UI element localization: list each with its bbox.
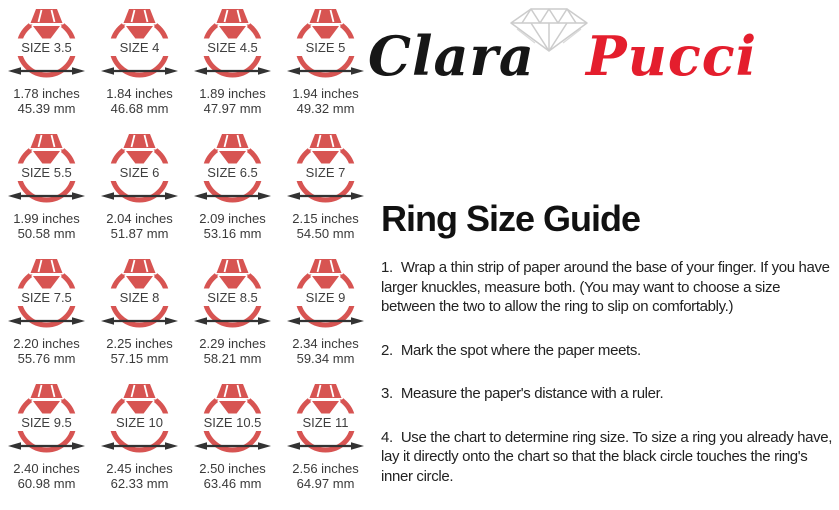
ring-size-label: SIZE 4.5 [207,40,258,55]
measurement-inches: 2.04 inches [106,211,173,226]
measurement-mm: 51.87 mm [110,225,169,241]
instruction-step [381,258,837,317]
measurement-inches: 1.84 inches [106,86,173,101]
ring-size-label: SIZE 10.5 [203,415,262,430]
ring-size-cell [93,130,186,255]
instruction-step [381,341,837,361]
ring-size-label: SIZE 7 [305,165,346,180]
ring-size-label: SIZE 8 [119,290,160,305]
instruction-step [381,428,837,487]
measurement-text [106,87,173,116]
ring-icon [279,5,372,85]
measurement-mm: 46.68 mm [110,100,169,116]
measurement-text [292,212,359,241]
brand-name-clara: Clara [368,24,535,88]
measurement-inches: 2.34 inches [292,336,359,351]
instruction-step [381,384,837,404]
measurement-mm: 53.16 mm [203,225,262,241]
ring-size-cell [0,5,93,130]
measurement-text [292,87,359,116]
measurement-text [199,337,266,366]
ring-icon [186,255,279,335]
step-text: Wrap a thin strip of paper around the base of your finger. If you have larger knuckles, measure both. (You may want to choose a size between the two to allow the ring to slip on comfortably.) [381,259,830,315]
measurement-mm: 54.50 mm [296,225,355,241]
ring-size-label: SIZE 9.5 [21,415,72,430]
ring-size-cell [186,255,279,380]
measurement-text [13,462,80,491]
ring-icon [93,5,186,85]
measurement-inches: 1.78 inches [13,86,80,101]
ring-icon [279,255,372,335]
measurement-mm: 62.33 mm [110,475,169,491]
ring-icon [93,380,186,460]
right-panel [368,0,837,510]
ring-size-label: SIZE 6 [119,165,160,180]
ring-icon [93,255,186,335]
measurement-inches: 1.89 inches [199,86,266,101]
measurement-mm: 55.76 mm [17,350,76,366]
ring-size-label: SIZE 6.5 [207,165,258,180]
ring-icon [186,5,279,85]
ring-size-grid [0,5,372,505]
ring-size-label: SIZE 7.5 [21,290,72,305]
ring-size-label: SIZE 10 [116,415,163,430]
step-number: 4. [381,428,393,446]
measurement-inches: 2.20 inches [13,336,80,351]
measurement-mm: 60.98 mm [17,475,76,491]
ring-icon [0,130,93,210]
brand-name-pucci: Pucci [586,24,758,88]
ring-size-cell [279,130,372,255]
measurement-text [13,87,80,116]
ring-icon [93,130,186,210]
measurement-text [199,462,266,491]
measurement-inches: 1.94 inches [292,86,359,101]
ring-size-cell [186,130,279,255]
ring-size-cell [93,255,186,380]
measurement-mm: 64.97 mm [296,475,355,491]
measurement-mm: 59.34 mm [296,350,355,366]
measurement-text [199,212,266,241]
ring-icon [0,380,93,460]
ring-size-cell [0,255,93,380]
measurement-text [13,337,80,366]
measurement-inches: 2.56 inches [292,461,359,476]
measurement-inches: 2.45 inches [106,461,173,476]
instructions-list [381,258,837,486]
ring-size-cell [93,380,186,505]
ring-size-cell [279,255,372,380]
measurement-text [13,212,80,241]
brand-logo [368,0,837,112]
measurement-mm: 57.15 mm [110,350,169,366]
measurement-text [106,337,173,366]
ring-icon [186,380,279,460]
measurement-inches: 2.50 inches [199,461,266,476]
measurement-mm: 58.21 mm [203,350,262,366]
step-number: 3. [381,385,393,402]
ring-size-cell [279,5,372,130]
measurement-inches: 2.25 inches [106,336,173,351]
measurement-mm: 63.46 mm [203,475,262,491]
measurement-inches: 2.40 inches [13,461,80,476]
measurement-text [292,462,359,491]
ring-size-label: SIZE 11 [302,415,349,430]
step-text: Use the chart to determine ring size. To size a ring you already have, lay it directly onto the chart so that the black circle touches the ring's inner circle. [381,428,833,485]
ring-size-cell [0,130,93,255]
measurement-text [106,462,173,491]
step-number: 2. [381,341,393,359]
measurement-mm: 45.39 mm [17,100,76,116]
ring-size-cell [186,380,279,505]
ring-icon [279,380,372,460]
step-number: 1. [381,259,393,276]
ring-icon [0,255,93,335]
ring-size-label: SIZE 5 [305,40,346,55]
step-text: Measure the paper's distance with a ruler. [400,385,664,402]
ring-size-label: SIZE 9 [305,290,346,305]
measurement-mm: 50.58 mm [17,225,76,241]
ring-size-label: SIZE 4 [119,40,160,55]
measurement-mm: 49.32 mm [296,100,355,116]
step-text: Mark the spot where the paper meets. [400,341,641,359]
measurement-inches: 2.29 inches [199,336,266,351]
ring-icon [279,130,372,210]
measurement-text [106,212,173,241]
ring-size-cell [279,380,372,505]
ring-size-cell [186,5,279,130]
measurement-text [199,87,266,116]
ring-size-label: SIZE 3.5 [21,40,72,55]
measurement-inches: 2.15 inches [292,211,359,226]
ring-icon [0,5,93,85]
ring-size-label: SIZE 8.5 [207,290,258,305]
ring-size-cell [93,5,186,130]
ring-size-guide-title: Ring Size Guide [381,198,641,239]
ring-size-cell [0,380,93,505]
measurement-mm: 47.97 mm [203,100,262,116]
ring-size-label: SIZE 5.5 [21,165,72,180]
ring-icon [186,130,279,210]
measurement-text [292,337,359,366]
measurement-inches: 2.09 inches [199,211,266,226]
measurement-inches: 1.99 inches [13,211,80,226]
